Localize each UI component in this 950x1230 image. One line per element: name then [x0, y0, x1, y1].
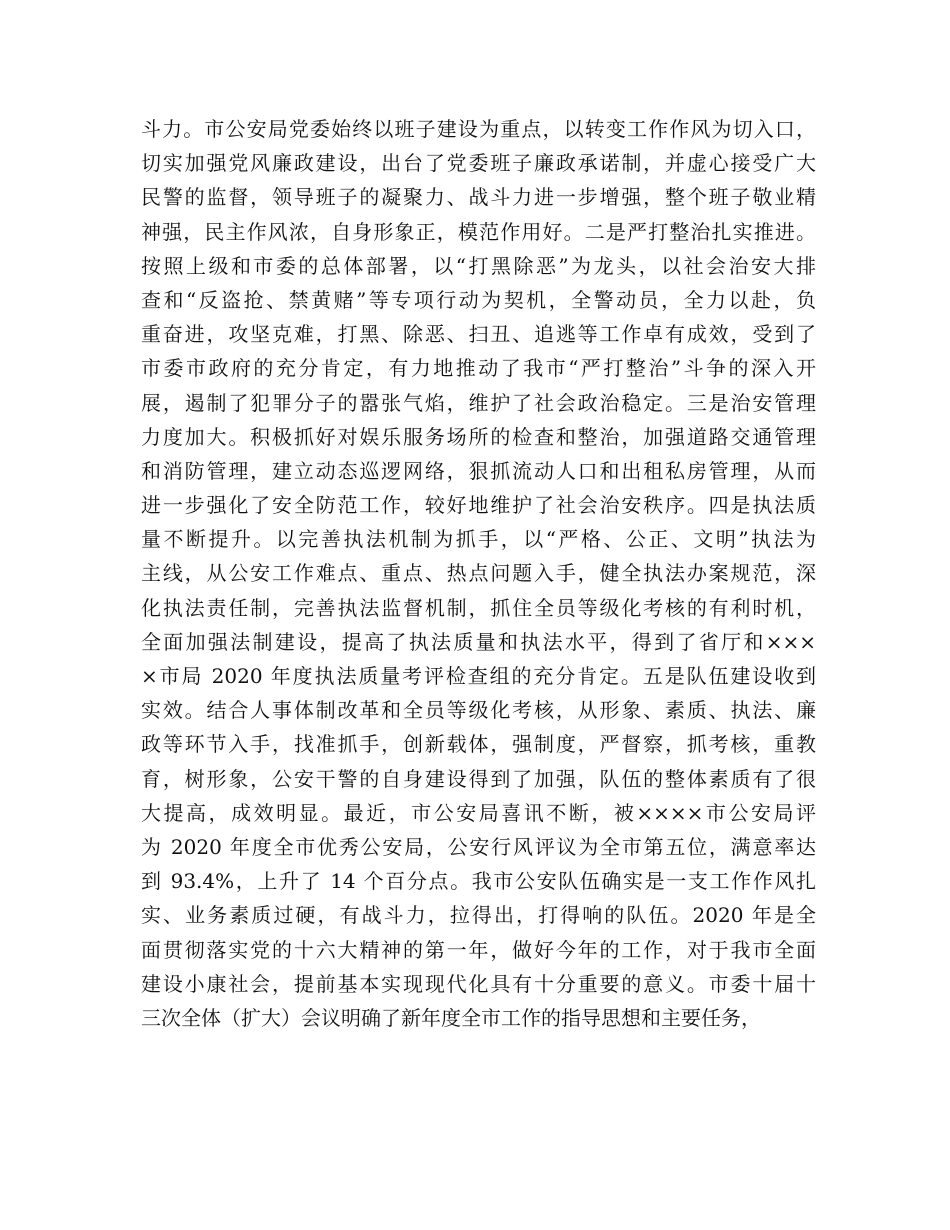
text-line: 面贯彻落实党的十六大精神的第一年，做好今年的工作，对于我市全面	[141, 937, 816, 962]
text-line: 量不断提升。以完善执法机制为抓手，以“严格、公正、文明”执法为	[141, 527, 816, 552]
text-line: 斗力。市公安局党委始终以班子建设为重点，以转变工作作风为切入口，	[141, 117, 816, 141]
text-line: 进一步强化了安全防范工作，较好地维护了社会治安秩序。四是执法质	[141, 493, 816, 518]
text-line: 实效。结合人事体制改革和全员等级化考核，从形象、素质、执法、廉	[141, 698, 816, 723]
text-line: 主线，从公安工作难点、重点、热点问题入手，健全执法办案规范，深	[141, 561, 816, 586]
text-line: ×市局 2020 年度执法质量考评检查组的充分肯定。五是队伍建设收到	[141, 664, 816, 688]
text-line: 力度加大。积极抓好对娱乐服务场所的检查和整治，加强道路交通管理	[141, 424, 816, 449]
text-line: 建设小康社会，提前基本实现现代化具有十分重要的意义。市委十届十	[141, 971, 816, 996]
text-line: 实、业务素质过硬，有战斗力，拉得出，打得响的队伍。2020 年是全	[141, 903, 816, 928]
text-line: 政等环节入手，找准抓手，创新载体，强制度，严督察，抓考核，重教	[141, 732, 816, 757]
body-text	[141, 112, 816, 1035]
text-line: 查和“反盗抢、禁黄赌”等专项行动为契机，全警动员，全力以赴，负	[141, 287, 816, 312]
text-line: 民警的监督，领导班子的凝聚力、战斗力进一步增强，整个班子敬业精	[141, 185, 816, 210]
text-line: 全面加强法制建设，提高了执法质量和执法水平，得到了省厅和×××	[141, 629, 816, 654]
text-line: 育，树形象，公安干警的自身建设得到了加强，队伍的整体素质有了很	[141, 766, 816, 791]
text-line: 到 93.4%，上升了 14 个百分点。我市公安队伍确实是一支工作作风扎	[141, 869, 816, 894]
text-line: 和消防管理，建立动态巡逻网络，狠抓流动人口和出租私房管理，从而	[141, 458, 816, 483]
text-line: 重奋进，攻坚克难，打黑、除恶、扫丑、追逃等工作卓有成效，受到了	[141, 322, 816, 347]
text-line: 化执法责任制，完善执法监督机制，抓住全员等级化考核的有利时机，	[141, 595, 816, 620]
text-line: 神强，民主作风浓，自身形象正，模范作用好。二是严打整治扎实推进。	[141, 219, 816, 244]
text-line: 按照上级和市委的总体部署，以“打黑除恶”为龙头，以社会治安大排	[141, 253, 816, 278]
text-line: 切实加强党风廉政建设，出台了党委班子廉政承诺制，并虚心接受广大	[141, 151, 816, 176]
text-line: 市委市政府的充分肯定，有力地推动了我市“严打整治”斗争的深入开	[141, 356, 816, 381]
text-line: 大提高，成效明显。最近，市公安局喜讯不断，被××××市公安局评	[141, 800, 816, 825]
text-line: 三次全体（扩大）会议明确了新年度全市工作的指导思想和主要任务，	[141, 1005, 761, 1030]
text-line: 为 2020 年度全市优秀公安局，公安行风评议为全市第五位，满意率达	[141, 834, 816, 859]
text-line: 展，遏制了犯罪分子的嚣张气焰，维护了社会政治稳定。三是治安管理	[141, 390, 816, 415]
